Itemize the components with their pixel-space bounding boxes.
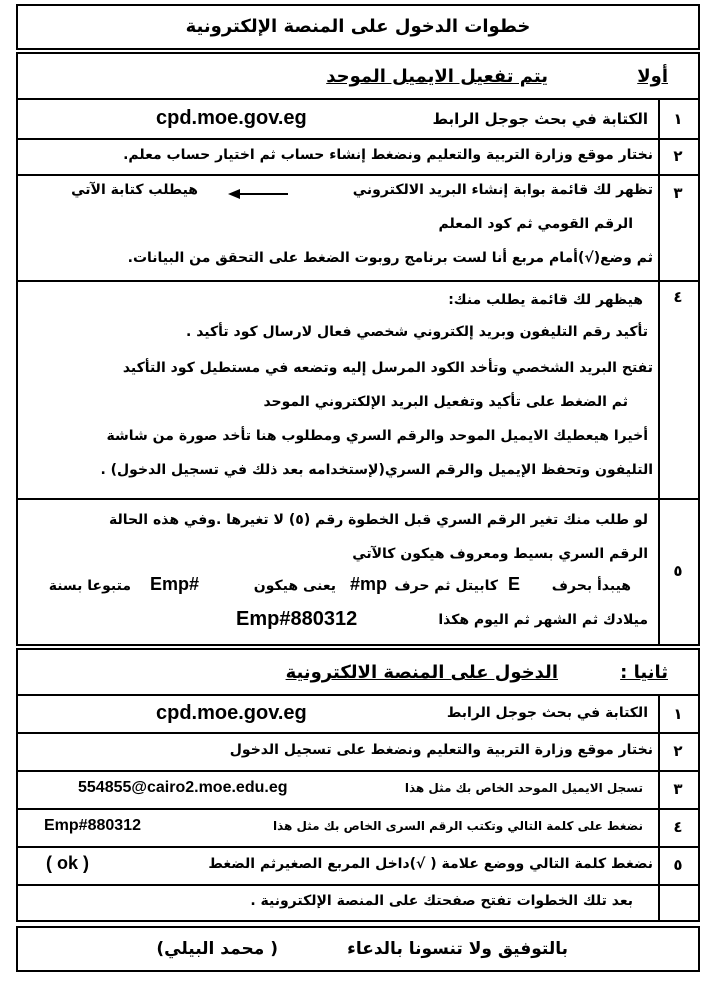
step-number: ١ <box>673 110 683 128</box>
link-text: cpd.moe.gov.eg <box>156 702 307 724</box>
step-text: نضغط كلمة التالي ووضع علامة ( √)داخل المربع الصغيرثم الضغط <box>208 856 653 872</box>
table-row <box>18 696 698 734</box>
step-text: ميلادك ثم الشهر ثم اليوم هكذا <box>438 612 648 628</box>
part2-heading-box <box>16 648 700 694</box>
step-text: الكتابة في بحث جوجل الرابط <box>446 705 648 721</box>
email-example: 554855@cairo2.moe.edu.eg <box>78 779 288 796</box>
table-row <box>18 732 698 772</box>
ok-label: ( ok ) <box>46 853 89 873</box>
step-number: ٥ <box>673 562 683 580</box>
step-number: ٤ <box>673 288 683 306</box>
step-text: هيطلب كتابة الآتي <box>71 182 198 198</box>
step-number: ٢ <box>673 147 683 165</box>
link-text: cpd.moe.gov.eg <box>156 107 307 129</box>
part2-heading: الدخول على المنصة الالكترونية <box>285 662 558 683</box>
arrow-left-icon <box>228 188 290 200</box>
part1-heading-box <box>16 52 700 98</box>
part1-table <box>16 98 700 646</box>
step-text: يعنى هيكون <box>253 578 336 594</box>
step-text: أخيرا هيعطيك الايميل الموحد والرقم السري ومطلوب هنا تأخد صورة من شاشة <box>106 428 648 444</box>
step-number: ١ <box>673 705 683 723</box>
part2-table <box>16 694 700 922</box>
password-prefix: Emp# <box>150 574 200 594</box>
table-row <box>18 884 698 920</box>
step-text: تأكيد رقم التليفون وبريد إلكتروني شخصي فعال لارسال كود تأكيد . <box>186 324 648 340</box>
step-text: ثم وضع(√)أمام مربع أنا لست برنامج روبوت الضغط على التحقق من البيانات. <box>127 250 653 266</box>
step-text: الرقم السري بسيط ومعروف هيكون كالآتي <box>352 546 648 562</box>
step-text: تفتح البريد الشخصي وتأخد الكود المرسل إليه وتضعه في مستطيل كود التأكيد <box>122 360 653 376</box>
step-number: ٣ <box>673 780 683 798</box>
step-number: ٤ <box>673 818 683 836</box>
step-text: الرقم القومي ثم كود المعلم <box>438 216 633 232</box>
table-row <box>18 100 698 140</box>
step-number: ٣ <box>673 184 683 202</box>
step-text: هيبدأ بحرف <box>551 578 631 594</box>
password-part: #mp <box>350 574 388 594</box>
step-text: هيظهر لك قائمة يطلب منك: <box>448 292 643 308</box>
title-box <box>16 4 700 50</box>
step-text: نختار موقع وزارة التربية والتعليم ونضغط على تسجيل الدخول <box>229 742 653 758</box>
part1-heading: يتم تفعيل الايميل الموحد <box>326 66 548 87</box>
password-letter: E <box>508 574 521 594</box>
password-example: Emp#880312 <box>236 608 358 630</box>
part2-label: ثانيا : <box>620 662 668 683</box>
step-text: تظهر لك قائمة بوابة إنشاء البريد الالكتروني <box>352 182 653 198</box>
table-row <box>18 846 698 886</box>
step-text: ثم الضغط على تأكيد وتفعيل البريد الإلكتروني الموحد <box>263 394 628 410</box>
password-example: Emp#880312 <box>44 817 141 834</box>
step-text: التليفون وتحفظ الإيميل والرقم السري(لإستخدامه بعد ذلك في تسجيل الدخول) . <box>100 462 653 478</box>
footer-note: بعد تلك الخطوات تفتح صفحتك على المنصة الإلكترونية . <box>250 893 633 909</box>
table-row <box>18 770 698 810</box>
step-text: نختار موقع وزارة التربية والتعليم ونضغط إنشاء حساب ثم اختيار حساب معلم. <box>123 147 653 163</box>
table-row <box>18 280 698 500</box>
closing-text: بالتوفيق ولا تنسونا بالدعاء <box>347 939 568 959</box>
closing-box <box>16 926 700 972</box>
step-number: ٢ <box>673 742 683 760</box>
table-row <box>18 808 698 848</box>
table-row <box>18 498 698 644</box>
step-text: لو طلب منك تغير الرقم السري قبل الخطوة رقم (٥) لا تغيرها .وفي هذه الحالة <box>108 512 648 528</box>
table-row <box>18 174 698 282</box>
author-name: ( محمد البيلي) <box>156 939 278 959</box>
step-text: متبوعا بسنة <box>48 578 131 594</box>
table-row <box>18 138 698 176</box>
page-title: خطوات الدخول على المنصة الإلكترونية <box>185 16 531 37</box>
part1-label: أولا <box>637 66 668 87</box>
step-text: الكتابة في بحث جوجل الرابط <box>432 110 648 128</box>
step-text: كابيتل ثم حرف <box>394 578 498 594</box>
step-text: نضغط على كلمة التالي وتكتب الرقم السرى الخاص بك مثل هذا <box>272 819 643 833</box>
step-text: تسجل الايميل الموحد الخاص بك مثل هذا <box>404 781 643 795</box>
step-number: ٥ <box>673 856 683 874</box>
